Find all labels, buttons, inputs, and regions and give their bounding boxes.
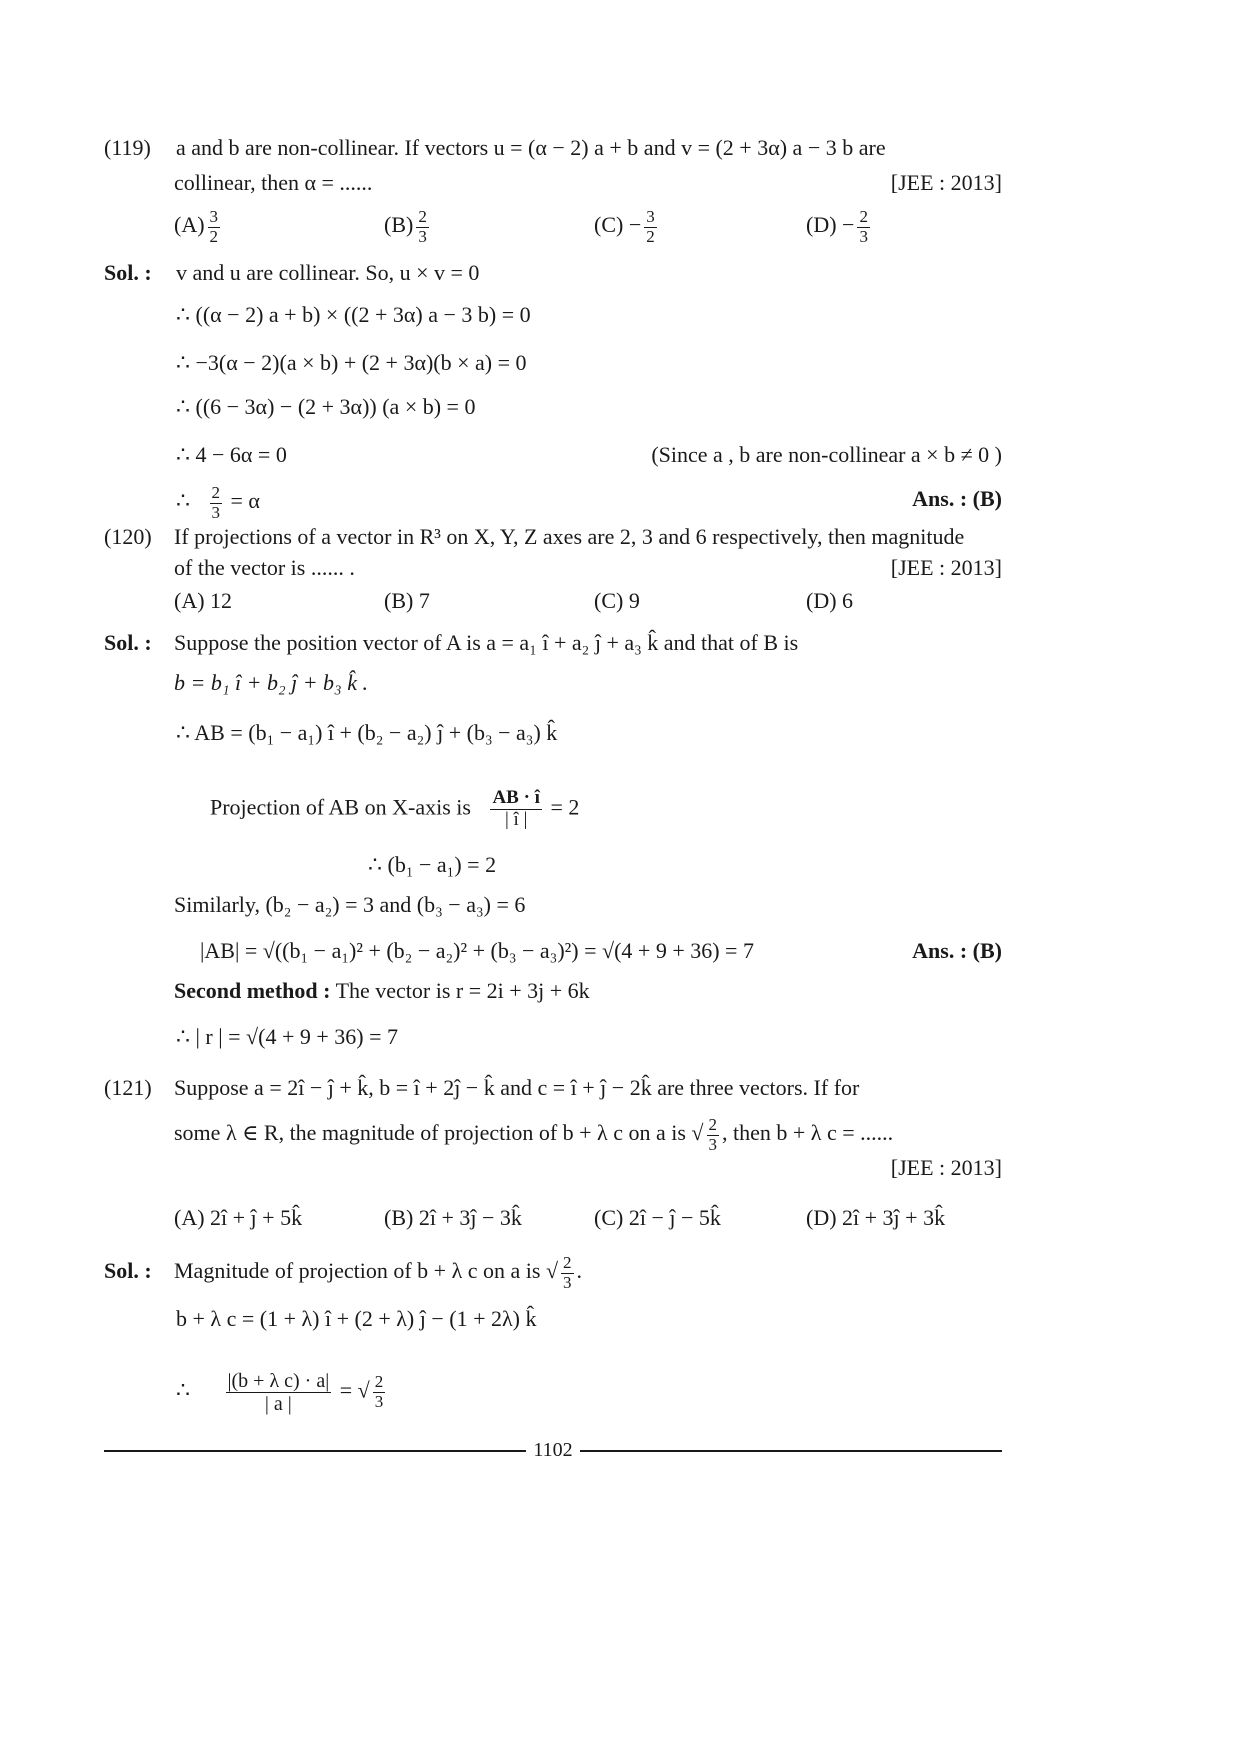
footer-rule-right [580,1450,1002,1452]
question-text: If projections of a vector in R³ on X, Y, Z axes are 2, 3 and 6 respectively, then magnitude [174,524,965,549]
option-b: (B) 7 [384,588,430,613]
solution-line: v and u are collinear. So, u × v = 0 [176,260,480,285]
solution-line: ∴ | r | = √(4 + 9 + 36) = 7 [176,1024,398,1049]
option-d: (D) 2î + 3ĵ + 3k̂ [806,1205,946,1230]
option-a: (A) 12 [174,588,233,613]
solution-label: Sol. : [104,260,152,285]
solution-line: Suppose the position vector of A is a = a₁ î + a₂ ĵ + a₃ k̂ and that of B is [174,630,799,655]
question-text: Suppose a = 2î − ĵ + k̂, b = î + 2ĵ − k̂ and c = î + ĵ − 2k̂ are three vectors. If for [174,1075,860,1100]
solution-line: b = b₁ î + b₂ ĵ + b₃ k̂ . [174,670,368,695]
option-c: (C) 9 [594,588,640,613]
question-text: a and b are non-collinear. If vectors u = (α − 2) a + b and v = (2 + 3α) a − 3 b are [176,135,886,160]
option-d: (D) 6 [806,588,854,613]
second-method: Second method : The vector is r = 2i + 3j + 6k [174,978,590,1003]
question-text: some λ ∈ R, the magnitude of projection of b + λ c on a is √ $\frac{2}{3}$ , then b + λ c = ...... [174,1115,894,1154]
answer-label: Ans. : (B) [912,938,1002,963]
solution-note: (Since a , b are non-collinear a × b ≠ 0 ) [651,442,1002,467]
footer-rule-left [104,1450,526,1452]
question-number: (120) [104,524,152,549]
solution-line: ∴ 4 − 6α = 0 [176,442,287,467]
solution-line: |AB| = √((b₁ − a₁)² + (b₂ − a₂)² + (b₃ − a₃)²) = √(4 + 9 + 36) = 7 [200,938,754,963]
question-text: collinear, then α = ...... [174,170,373,195]
solution-line: ∴ $\frac{2}{3}$ = α [176,483,260,522]
solution-label: Sol. : [104,1258,152,1283]
question-number: (121) [104,1075,152,1100]
exam-source: [JEE : 2013] [890,555,1002,580]
option-c: (C) − $\frac{3}{2}$ [594,207,655,246]
solution-line: ∴ AB = (b₁ − a₁) î + (b₂ − a₂) ĵ + (b₃ − a₃) k̂ [176,720,558,745]
solution-line: ∴ ((6 − 3α) − (2 + 3α)) (a × b) = 0 [176,394,476,419]
question-text: of the vector is ...... . [174,555,355,580]
question-number: (119) [104,135,151,160]
solution-line: Similarly, (b₂ − a₂) = 3 and (b₃ − a₃) = 6 [174,892,526,917]
option-a: (A) $\frac{3}{2}$ [174,207,219,246]
exam-source: [JEE : 2013] [890,1155,1002,1180]
solution-line: Projection of AB on X-axis is $\frac{AB \cdot î}{| î |}$ = 2 [210,787,580,830]
exam-source: [JEE : 2013] [890,170,1002,195]
solution-line: ∴ (b₁ − a₁) = 2 [368,852,497,877]
solution-line: b + λ c = (1 + λ) î + (2 + λ) ĵ − (1 + 2λ) k̂ [176,1306,537,1331]
option-c: (C) 2î − ĵ − 5k̂ [594,1205,721,1230]
solution-label: Sol. : [104,630,152,655]
page-number: 1102 [533,1439,573,1461]
solution-line: ∴ $\frac{\text{|(b + λ c) · a|}}{| a |}$ = √ $\frac{2}{3}$ [176,1370,384,1415]
option-d: (D) − $\frac{2}{3}$ [806,207,868,246]
solution-line: ∴ ((α − 2) a + b) × ((2 + 3α) a − 3 b) = 0 [176,302,531,327]
option-b: (B) $\frac{2}{3}$ [384,207,427,246]
solution-line: Magnitude of projection of b + λ c on a is √ $\frac{2}{3}$ . [174,1253,583,1292]
option-a: (A) 2î + ĵ + 5k̂ [174,1205,303,1230]
answer-label: Ans. : (B) [912,486,1002,511]
option-b: (B) 2î + 3ĵ − 3k̂ [384,1205,522,1230]
solution-line: ∴ −3(α − 2)(a × b) + (2 + 3α)(b × a) = 0 [176,350,527,375]
